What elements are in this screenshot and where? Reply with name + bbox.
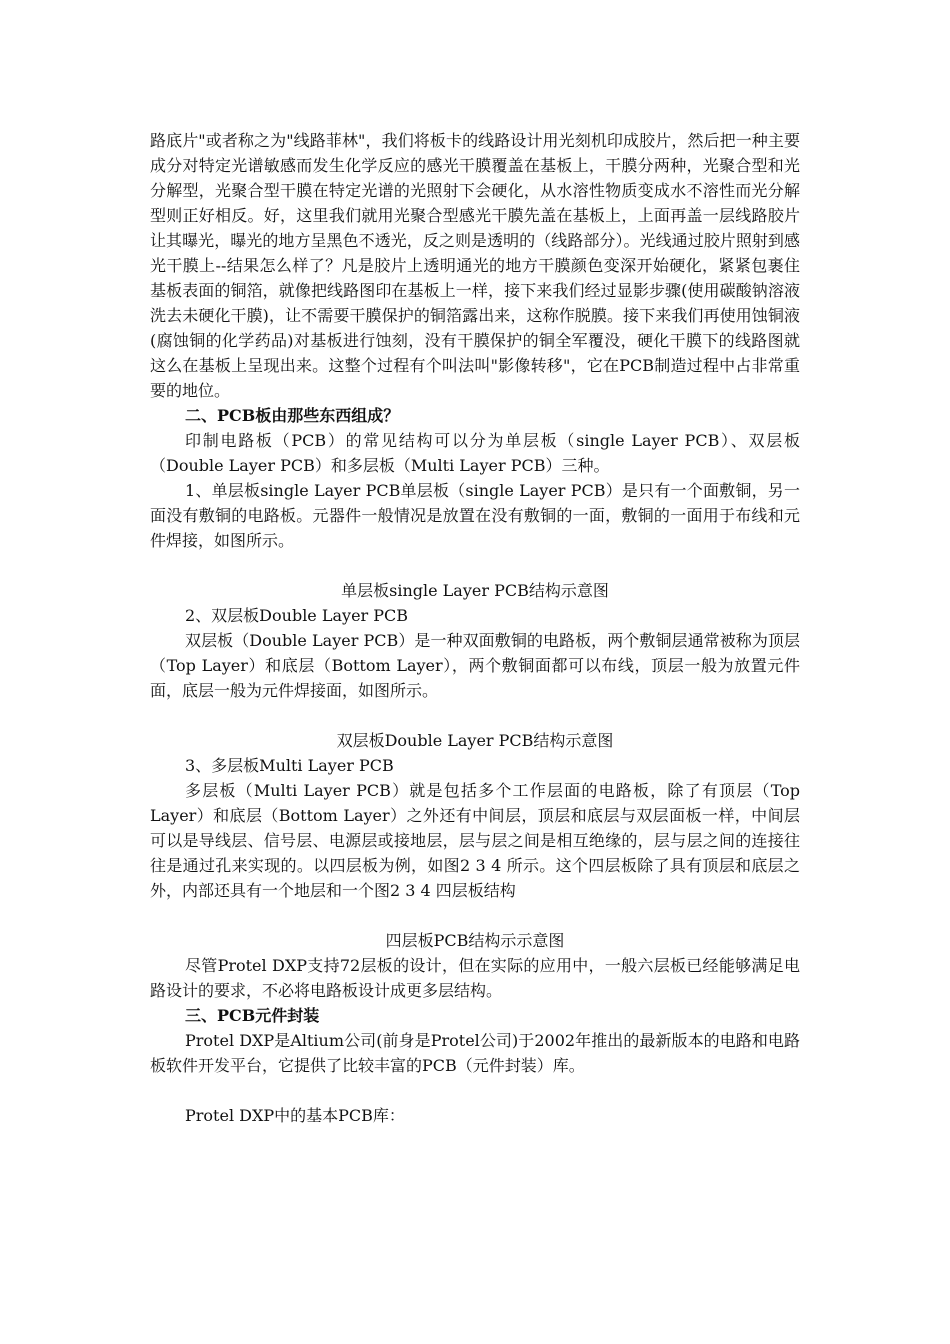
document-body bbox=[150, 128, 800, 1128]
paragraph-multi-layer-title: 3、多层板Multi Layer PCB bbox=[185, 756, 394, 775]
paragraph-protel-72-layers: 尽管Protel DXP支持72层板的设计，但在实际的应用中，一般六层板已经能够满足电路设计的要求，不必将电路板设计成更多层结构。 bbox=[150, 956, 800, 1000]
paragraph-protel-library: Protel DXP中的基本PCB库： bbox=[185, 1106, 405, 1125]
caption-single-layer: 单层板single Layer PCB结构示意图 bbox=[341, 581, 609, 600]
paragraph-pcb-structures: 印制电路板（PCB）的常见结构可以分为单层板（single Layer PCB）、双层板（Double Layer PCB）和多层板（Multi Layer PCB）三种。 bbox=[150, 431, 800, 475]
paragraph-image-transfer: 路底片"或者称之为"线路菲林"，我们将板卡的线路设计用光刻机印成胶片，然后把一种主要成分对特定光谱敏感而发生化学反应的感光干膜覆盖在基板上，干膜分两种，光聚合型和光分解型，光聚合型干膜在特定光谱的光照射下会硬化，从水溶性物质变成水不溶性而光分解型则正好相反。好，这里我们就用光聚合型感光干膜先盖在基板上，上面再盖一层线路胶片让其曝光，曝光的地方呈黑色不透光，反之则是透明的（线路部分）。光线通过胶片照射到感光干膜上--结果怎么样了？凡是胶片上透明通光的地方干膜颜色变深开始硬化，紧紧包裹住基板表面的铜箔，就像把线路图印在基板上一样，接下来我们经过显影步骤(使用碳酸钠溶液洗去未硬化干膜)，让不需要干膜保护的铜箔露出来，这称作脱膜。接下来我们再使用蚀铜液(腐蚀铜的化学药品)对基板进行蚀刻，没有干膜保护的铜全军覆没，硬化干膜下的线路图就这么在基板上呈现出来。这整个过程有个叫法叫"影像转移"，它在PCB制造过程中占非常重要的地位。 bbox=[150, 131, 800, 400]
paragraph-double-layer: 双层板（Double Layer PCB）是一种双面敷铜的电路板，两个敷铜层通常被称为顶层（Top Layer）和底层（Bottom Layer），两个敷铜面都可以布线，顶层一般为放置元件面，底层一般为元件焊接面，如图所示。 bbox=[150, 631, 800, 700]
caption-double-layer: 双层板Double Layer PCB结构示意图 bbox=[336, 731, 614, 750]
paragraph-multi-layer: 多层板（Multi Layer PCB）就是包括多个工作层面的电路板，除了有顶层（Top Layer）和底层（Bottom Layer）之外还有中间层，顶层和底层与双层面板一样，中间层可以是导线层、信号层、电源层或接地层，层与层之间是相互绝缘的，层与层之间的连接往往是通过孔来实现的。以四层板为例，如图2 3 4 所示。这个四层板除了具有顶层和底层之外，内部还具有一个地层和一个图2 3 4 四层板结构 bbox=[150, 781, 800, 900]
section-heading-pcb-composition: 二、PCB板由那些东西组成？ bbox=[185, 406, 400, 425]
paragraph-single-layer: 1、单层板single Layer PCB单层板（single Layer PCB）是只有一个面敷铜，另一面没有敷铜的电路板。元器件一般情况是放置在没有敷铜的一面，敷铜的一面用于布线和元件焊接，如图所示。 bbox=[150, 481, 800, 550]
caption-four-layer: 四层板PCB结构示示意图 bbox=[385, 931, 565, 950]
section-heading-pcb-footprints: 三、PCB元件封装 bbox=[185, 1006, 320, 1025]
paragraph-double-layer-title: 2、双层板Double Layer PCB bbox=[185, 606, 409, 625]
paragraph-protel-intro: Protel DXP是Altium公司(前身是Protel公司)于2002年推出的最新版本的电路和电路板软件开发平台，它提供了比较丰富的PCB（元件封装）库。 bbox=[150, 1031, 800, 1075]
